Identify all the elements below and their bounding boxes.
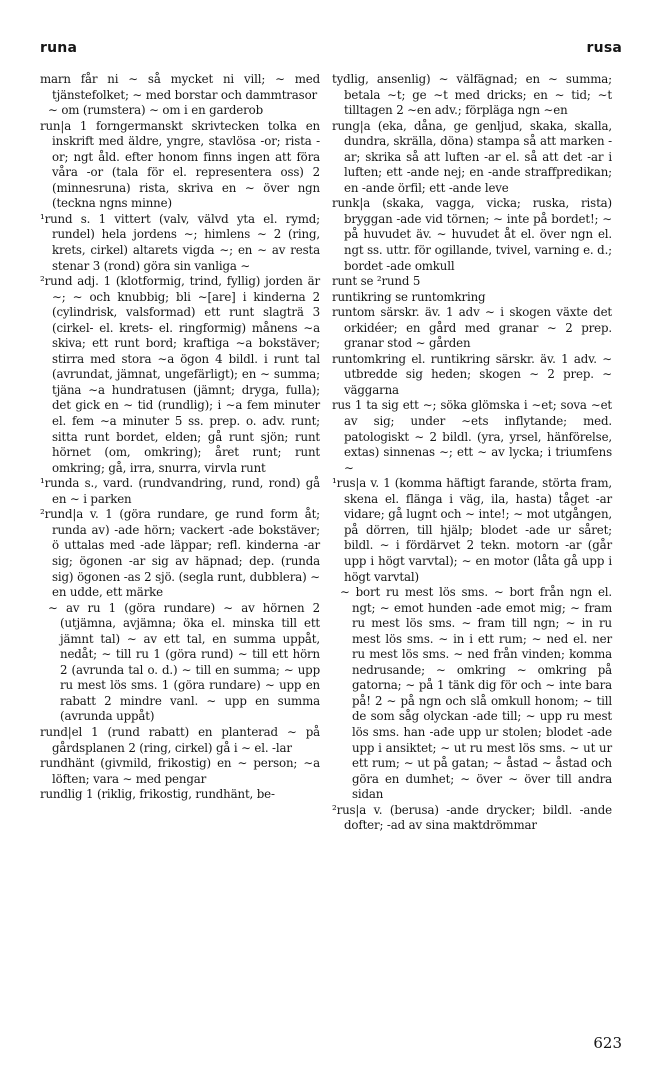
dictionary-entry: runtom särskr. äv. 1 adv ∼ i skogen växte det orkidéer; en gård med granar ∼ 2 prep. granar stod ∼ gården: [332, 305, 612, 351]
right-column: [332, 72, 612, 834]
sub-entry: ∼ om (rumstera) ∼ om i en garderob: [48, 103, 263, 118]
dictionary-entry: ²rund adj. 1 (klotformig, trind, fyllig) jorden är ∼; ∼ och knubbig; bli ∼[are] i kinderna 2 (cylindrisk, valsformad) ett runt slagträ 3 (cirkel- el. krets- el. ringformig) månens ∼a skiva; ett runt bord; kraftiga ∼a bokstäver; stirra med stora ∼a ögon 4 bildl. i runt tal (avrundat, jämnat, ungefärligt); en ∼ summa; tjäna ∼a hundratusen (jämnt; dryga, fulla); det gick en ∼ tid (rundlig); i ∼a fem minuter el. fem ∼a minuter 5 ss. prep. o. adv. runt; sitta runt bordet, elden; gå runt sjön; runt hörnet (om, omkring); året runt; runt omkring; gå, irra, snurra, virvla runt: [40, 274, 320, 475]
dictionary-entry: rus 1 ta sig ett ∼; söka glömska i ∼et; sova ∼et av sig; under ∼ets inflytande; med. patologiskt ∼ 2 bildl. (yra, yrsel, hänförelse, extas) sinnenas ∼; ett ∼ av lycka; i triumfens ∼: [332, 398, 612, 475]
dictionary-entry: ¹runda s., vard. (rundvandring, rund, rond) gå en ∼ i parken: [40, 476, 320, 506]
left-column: [40, 72, 320, 803]
running-head-left: runa: [40, 40, 78, 56]
dictionary-entry: rundlig 1 (riklig, frikostig, rundhänt, be-: [40, 787, 275, 802]
dictionary-entry: ¹rund s. 1 vittert (valv, välvd yta el. rymd; rundel) hela jordens ∼; himlens ∼ 2 (ring, krets, cirkel) altarets vigda ∼; en ∼ av resta stenar 3 (rond) göra sin vanliga ∼: [40, 211, 320, 273]
dictionary-entry: marn får ni ∼ så mycket ni vill; ∼ med tjänstefolket; ∼ med borstar och dammtrasor: [40, 72, 320, 102]
sub-entry: ∼ bort ru mest lös sms. ∼ bort från ngn el. ngt; ∼ emot hunden -ade emot mig; ∼ fram ru mest lös sms. ∼ fram till ngn; ∼ in ru mest lös sms. ∼ in i ett rum; ∼ ned el. ner ru mest lös sms. ∼ ned från vinden; komma nedrusande; ∼ omkring ∼ omkring på gatorna; ∼ på 1 tänk dig för och ∼ inte bara på! 2 ∼ på ngn och slå omkull honom; ∼ till de som såg olyckan -ade till; ∼ upp ru mest lös sms. han -ade upp ur stolen; blodet -ade upp i ansiktet; ∼ ut ru mest lös sms. ∼ ut ur ett rum; ∼ ut på gatan; ∼ åstad ∼ åstad och göra en dumhet; ∼ över ∼ över till andra sidan: [340, 585, 612, 802]
running-head-right: rusa: [586, 40, 622, 56]
dictionary-entry: rung|a (eka, dåna, ge genljud, skaka, skalla, dundra, skrälla, döna) stampa så att marken -ar; skrika så att luften -ar el. så att det -ar i luften; ett -ande nej; en -ande straffpredikan; en -ande örfil; ett -ande leve: [332, 118, 612, 195]
dictionary-entry: rundhänt (givmild, frikostig) en ∼ person; ∼a löften; vara ∼ med pengar: [40, 756, 320, 786]
sub-entry: ∼ av ru 1 (göra rundare) ∼ av hörnen 2 (utjämna, avjämna; öka el. minska till ett jämnt tal) ∼ av ett tal, en summa uppåt, nedåt; ∼ till ru 1 (göra rund) ∼ till ett hörn 2 (avrunda tal o. d.) ∼ till en summa; ∼ upp ru mest lös sms. 1 (göra rundare) ∼ upp en rabatt 2 mindre vanl. ∼ upp en summa (avrunda uppåt): [48, 600, 320, 724]
dictionary-entry: runtikring se runtomkring: [332, 289, 486, 304]
dictionary-entry: ²rund|a v. 1 (göra rundare, ge rund form åt; runda av) -ade hörn; vackert -ade bokstäver; ö uttalas med -ade läppar; refl. kinderna -ar sig; ögonen -ar sig av häpnad; dep. (runda sig) ögonen -as 2 sjö. (segla runt, dubblera) ∼ en udde, ett märke: [40, 507, 320, 600]
page-number: 623: [593, 1034, 622, 1052]
dictionary-entry: runk|a (skaka, vagga, vicka; ruska, rista) bryggan -ade vid törnen; ∼ inte på bordet!; ∼ på huvudet äv. ∼ huvudet åt el. över ngn el. ngt ss. uttr. för ogillande, tvivel, varning e. d.; bordet -ade omkull: [332, 196, 612, 273]
dictionary-entry: rund|el 1 (rund rabatt) en planterad ∼ på gårdsplanen 2 (ring, cirkel) gå i ∼ el. -lar: [40, 724, 320, 755]
dictionary-entry: runtomkring el. runtikring särskr. äv. 1 adv. ∼ utbredde sig heden; skogen ∼ 2 prep. ∼ väggarna: [332, 351, 612, 397]
dictionary-entry: ²rus|a v. (berusa) -ande drycker; bildl. -ande dofter; -ad av sina maktdrömmar: [332, 802, 612, 833]
dictionary-entry: run|a 1 forngermanskt skrivtecken tolka en inskrift med äldre, yngre, stavlösa -or; rista -or; ngt åld. efter honom finns ingen att föra våra -or (tala för el. representera oss) 2 (minnesruna) rista, skriva en ∼ över ngn (teckna ngns minne): [40, 118, 320, 211]
dictionary-entry: ¹rus|a v. 1 (komma häftigt farande, störta fram, skena el. flänga i väg, ila, hasta) tåget -ar vidare; gå lugnt och ∼ inte!; ∼ mot utgången, på dörren, till hjälp; blodet -ade ur såret; bildl. ∼ i fördärvet 2 tekn. motorn -ar (går upp i högt varvtal); ∼ en motor (låta gå upp i högt varvtal): [332, 476, 612, 584]
dictionary-entry: runt se ²rund 5: [332, 274, 421, 289]
dictionary-entry: tydlig, ansenlig) ∼ välfägnad; en ∼ summa; betala ∼t; ge ∼t med dricks; en ∼ tid; ∼t tilltagen 2 ∼en adv.; förpläga ngn ∼en: [332, 72, 612, 118]
